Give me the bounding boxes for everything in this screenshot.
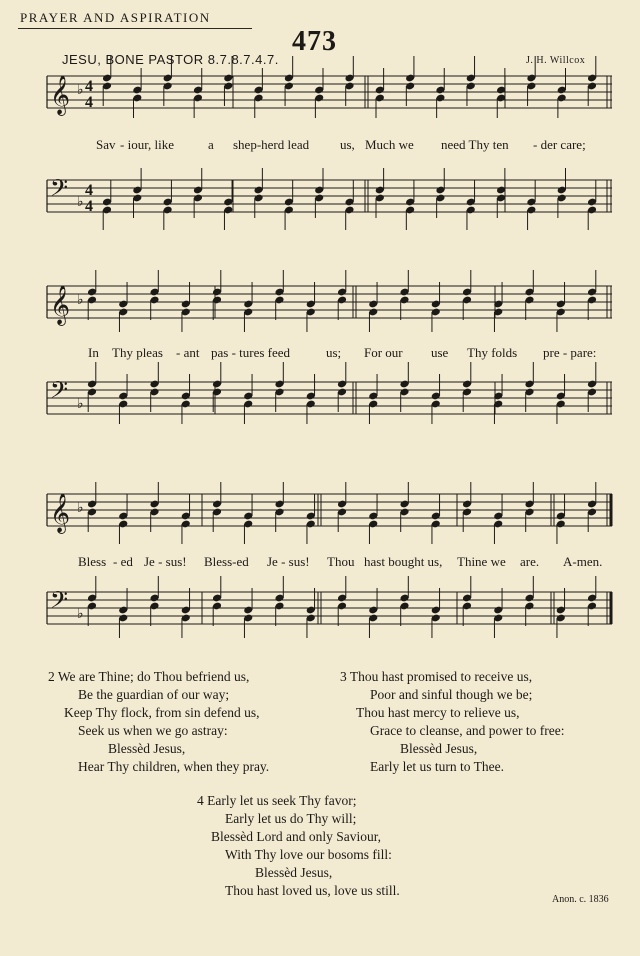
flat-icon: ♭ bbox=[77, 194, 84, 210]
flat-icon: ♭ bbox=[77, 292, 84, 308]
stanza-line: Early let us do Thy will; bbox=[225, 811, 357, 826]
lyric-syllable: - ant bbox=[176, 345, 200, 360]
lyric-syllable: Je - sus! bbox=[144, 554, 187, 569]
lyric-syllable: Bless bbox=[78, 554, 107, 569]
lyric-syllable: Thy pleas bbox=[112, 345, 163, 360]
stanza-line: 3 Thou hast promised to receive us, bbox=[340, 669, 533, 684]
stanza-line: Poor and sinful though we be; bbox=[370, 687, 533, 702]
lyric-syllable: need Thy ten bbox=[441, 137, 509, 152]
lyric-syllable: shep-herd lead bbox=[233, 137, 310, 152]
attribution: Anon. c. 1836 bbox=[552, 894, 609, 905]
stanza-line: Grace to cleanse, and power to free: bbox=[370, 723, 565, 738]
stanza-line: Thou hast loved us, love us still. bbox=[225, 883, 400, 898]
treble-clef-icon: 𝄞 bbox=[50, 285, 71, 325]
stanza-line: Be the guardian of our way; bbox=[78, 687, 230, 702]
lyric-syllable: Thy folds bbox=[467, 345, 518, 360]
lyric-syllable: - iour, like bbox=[120, 137, 174, 152]
lyric-syllable: a bbox=[208, 137, 214, 152]
bass-clef-icon: 𝄢 bbox=[50, 174, 69, 207]
lyric-syllable: us, bbox=[340, 137, 355, 152]
lyric-syllable: - der care; bbox=[533, 137, 586, 152]
composer: J. H. Willcox bbox=[526, 55, 586, 66]
stanza-line: Blessèd Jesus, bbox=[108, 741, 186, 756]
lyric-syllable: Je - sus! bbox=[267, 554, 310, 569]
bass-clef-icon: 𝄢 bbox=[50, 586, 69, 619]
time-signature: 4 bbox=[85, 182, 93, 199]
hymn-number: 473 bbox=[292, 26, 337, 57]
treble-clef-icon: 𝄞 bbox=[50, 75, 71, 115]
lyric-syllable: Much we bbox=[365, 137, 414, 152]
lyric-syllable: Bless-ed bbox=[204, 554, 249, 569]
lyric-syllable: Thou bbox=[327, 554, 355, 569]
lyric-syllable: us; bbox=[326, 345, 342, 360]
time-signature: 4 bbox=[85, 198, 93, 215]
bass-clef-icon: 𝄢 bbox=[50, 376, 69, 409]
stanza-4 bbox=[197, 792, 400, 900]
stanza-line: 4 Early let us seek Thy favor; bbox=[197, 793, 357, 808]
stanza-line: Blessèd Lord and only Saviour, bbox=[211, 829, 382, 844]
stanza-line: Seek us when we go astray: bbox=[78, 723, 228, 738]
lyric-syllable: Sav bbox=[96, 137, 116, 152]
lyric-syllable: use bbox=[431, 345, 449, 360]
stanza-line: Blessèd Jesus, bbox=[400, 741, 478, 756]
section-title: PRAYER AND ASPIRATION bbox=[20, 10, 211, 25]
stanza-line: Keep Thy flock, from sin defend us, bbox=[64, 705, 260, 720]
stanza-2 bbox=[48, 668, 269, 776]
flat-icon: ♭ bbox=[77, 396, 84, 412]
lyric-syllable: For our bbox=[364, 345, 403, 360]
stanza-line: Blessèd Jesus, bbox=[255, 865, 333, 880]
stanza-line: 2 We are Thine; do Thou befriend us, bbox=[48, 669, 250, 684]
lyric-syllable: In bbox=[88, 345, 99, 360]
stanza-3 bbox=[340, 668, 565, 776]
flat-icon: ♭ bbox=[77, 82, 84, 98]
lyric-syllable: pre - pare: bbox=[543, 345, 597, 360]
lyric-syllable: are. bbox=[520, 554, 540, 569]
stanza-line: Early let us turn to Thee. bbox=[370, 759, 504, 774]
tune-name: JESU, BONE PASTOR 8.7.8.7.4.7. bbox=[62, 52, 279, 67]
lyric-syllable: hast bought us, bbox=[364, 554, 443, 569]
stanza-line: With Thy love our bosoms fill: bbox=[225, 847, 392, 862]
time-signature: 4 bbox=[85, 78, 93, 95]
lyric-syllable: pas - tures feed bbox=[211, 345, 291, 360]
treble-clef-icon: 𝄞 bbox=[50, 493, 71, 533]
lyric-syllable: - ed bbox=[113, 554, 133, 569]
lyric-syllable: Thine we bbox=[457, 554, 506, 569]
stanza-line: Hear Thy children, when they pray. bbox=[78, 759, 270, 774]
flat-icon: ♭ bbox=[77, 500, 84, 516]
lyric-syllable: A-men. bbox=[563, 554, 603, 569]
flat-icon: ♭ bbox=[77, 606, 84, 622]
time-signature: 4 bbox=[85, 94, 93, 111]
stanza-line: Thou hast mercy to relieve us, bbox=[356, 705, 520, 720]
